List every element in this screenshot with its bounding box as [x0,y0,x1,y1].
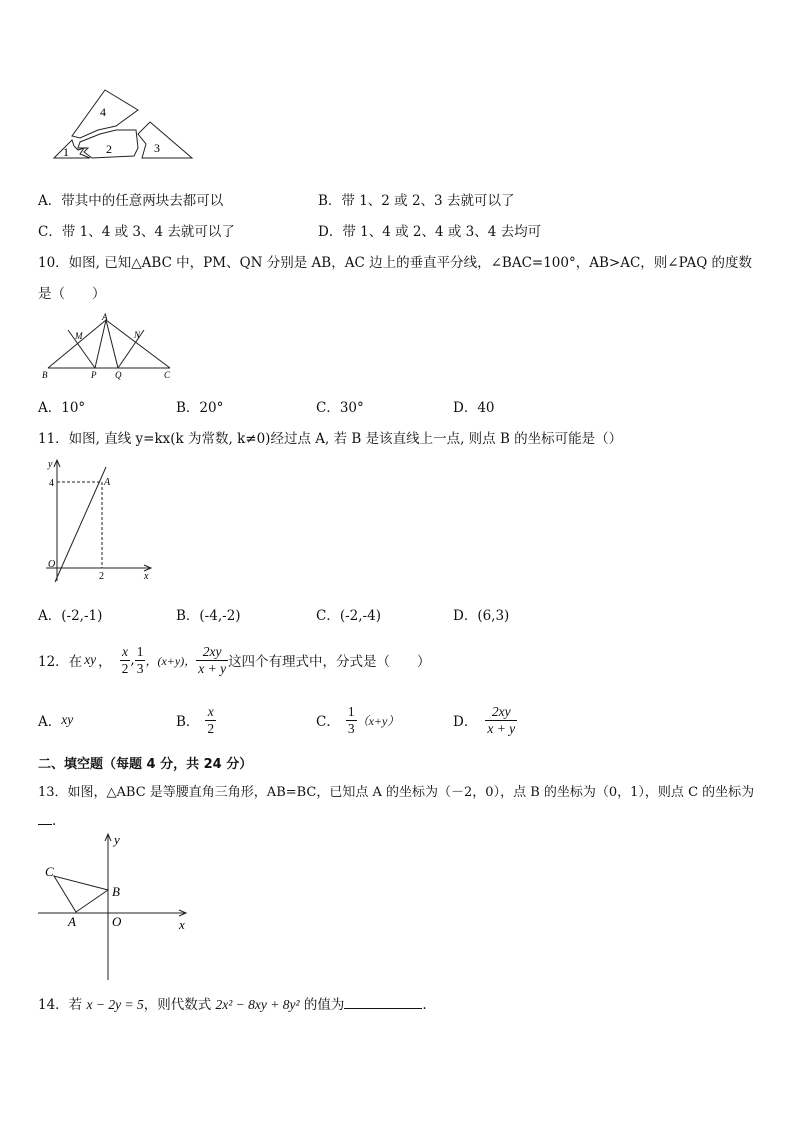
q12-term-xy: xy [84,652,97,667]
q12-option-a-value: xy [61,712,74,727]
q9-piece-3 [138,122,192,158]
q13-text-line1: 13．如图，△ABC 是等腰直角三角形，AB=BC，已知点 A 的坐标为（－2，0），点 B 的坐标为（0，1），则点 C 的坐标为 [38,785,755,800]
q12-option-b-num: x [205,704,216,721]
q9-label-2: 2 [106,142,112,156]
q12-frac2-num: 1 [136,643,144,659]
q10-option-c: C．30° [316,400,364,416]
q10-label-n: N [134,330,141,340]
q11-line [55,467,106,582]
q9-label-4: 4 [100,105,106,119]
q13-triangle [54,876,108,912]
q9-label-3: 3 [154,141,160,155]
q12-option-c-den: 3 [347,720,355,736]
q14-suffix: 的值为 [299,997,345,1013]
q12-option-b-frac [205,704,216,737]
q14-prefix: 14．若 [38,997,87,1013]
q12-option-a-label: A． [38,714,62,730]
q12-option-d [453,700,517,740]
q9-option-a: A．带其中的任意两块去都可以 [38,193,224,209]
q12-frac-2xy [196,644,228,677]
q10-label-b: B [42,370,48,380]
q13-label-y: y [114,832,120,847]
q12-frac-1-3 [135,644,146,677]
q10-label-a: A [102,312,108,322]
q11-text: 11．如图, 直线 y=kx(k 为常数, k≠0)经过点 A, 若 B 是该直线上一点, 则点 B 的坐标可能是（） [38,431,623,447]
q14-equation: x − 2y = 5 [86,997,144,1012]
q12-option-c-num: 1 [347,703,355,719]
q12-option-d-frac [485,704,517,737]
q13-label-a: A [68,914,76,929]
q12-term-xplusy: ，(x+y)， [145,653,197,668]
q14-answer-blank[interactable] [344,994,422,1009]
q10-text-line2: 是（ ） [38,286,106,302]
q14-period: . [422,997,427,1013]
q12-option-b [176,700,216,740]
q11-label-o: O [48,559,56,570]
q12-option-d-den: x + y [487,720,516,736]
q12-frac-x-2 [120,644,131,677]
q12-comma: ， [98,654,112,670]
q11-label-2: 2 [99,571,104,582]
q14-expression: 2x² − 8xy + 8y² [215,997,300,1012]
q10-option-d: D．40 [453,400,495,416]
q10-label-m: M [75,331,83,341]
q12-option-d-num: 2xy [485,704,517,721]
q13-period: . [52,813,57,829]
q9-figure [50,86,200,164]
q14-text [38,993,427,1013]
q12-option-d-label: D． [453,714,478,730]
q12-option-c [316,700,399,740]
section-heading-fill-in: 二、填空题（每题 4 分，共 24 分） [38,757,253,772]
q11-label-4: 4 [49,478,54,489]
q12-frac3-den: x + y [198,660,227,676]
q13-label-c: C [45,864,54,879]
q10-label-p: P [91,370,97,380]
q9-option-d: D．带 1、4 或 2、4 或 3、4 去均可 [318,224,542,240]
q10-label-q: Q [115,370,122,380]
q12-frac1-num: x [120,644,131,661]
q10-option-b: B．20° [176,400,224,416]
q11-figure [38,455,158,585]
q12-option-b-den: 2 [207,720,215,736]
q12-stem: 12．在 xy ， $\frac{x}{2}$ , $\frac{1}{3}$ ，(x+y)， $\frac{2xy}{x + y}$ 这四个有理式中，分式是（ ） [38,643,431,676]
q12-prefix: 12．在 [38,654,83,670]
q13-figure [36,832,196,982]
q10-label-c: C [164,370,171,380]
q10-text-line1: 10．如图, 已知△ABC 中，PM、QN 分别是 AB，AC 边上的垂直平分线，∠BAC=100°，AB>AC，则∠PAQ 的度数 [38,255,753,271]
q11-label-y: y [48,459,53,470]
q12-frac1-den: 2 [121,660,129,676]
q11-option-c: C．(-2,-4) [316,608,381,624]
q13-answer-blank[interactable] [38,812,52,825]
q9-option-b: B．带 1、2 或 2、3 去就可以了 [318,193,515,209]
q13-text-line2 [38,812,56,829]
q14-mid: ，则代数式 [143,997,216,1013]
q12-option-b-label: B． [176,714,200,730]
q11-option-b: B．(-4,-2) [176,608,241,624]
q9-label-1: 1 [63,145,69,159]
q12-option-c-tail: （x+y） [356,713,400,728]
q13-label-x: x [179,917,185,932]
q11-label-a: A [104,477,111,488]
q10-option-a: A．10° [38,400,86,416]
q13-label-o: O [112,914,122,929]
q10-figure [38,310,183,380]
q12-frac2-den: 3 [136,660,144,676]
q13-label-b: B [112,884,120,899]
q9-option-c: C．带 1、4 或 3、4 去就可以了 [38,224,235,240]
q11-option-a: A．(-2,-1) [38,608,103,624]
q9-piece-1 [54,140,90,158]
q12-option-a [38,700,73,740]
q12-frac3-num: 2xy [196,644,228,661]
q11-label-x: x [144,571,149,582]
q11-option-d: D．(6,3) [453,608,510,624]
q12-suffix: 这四个有理式中，分式是（ ） [228,654,431,670]
q12-option-c-frac [346,704,357,737]
q12-option-c-label: C． [316,714,340,730]
